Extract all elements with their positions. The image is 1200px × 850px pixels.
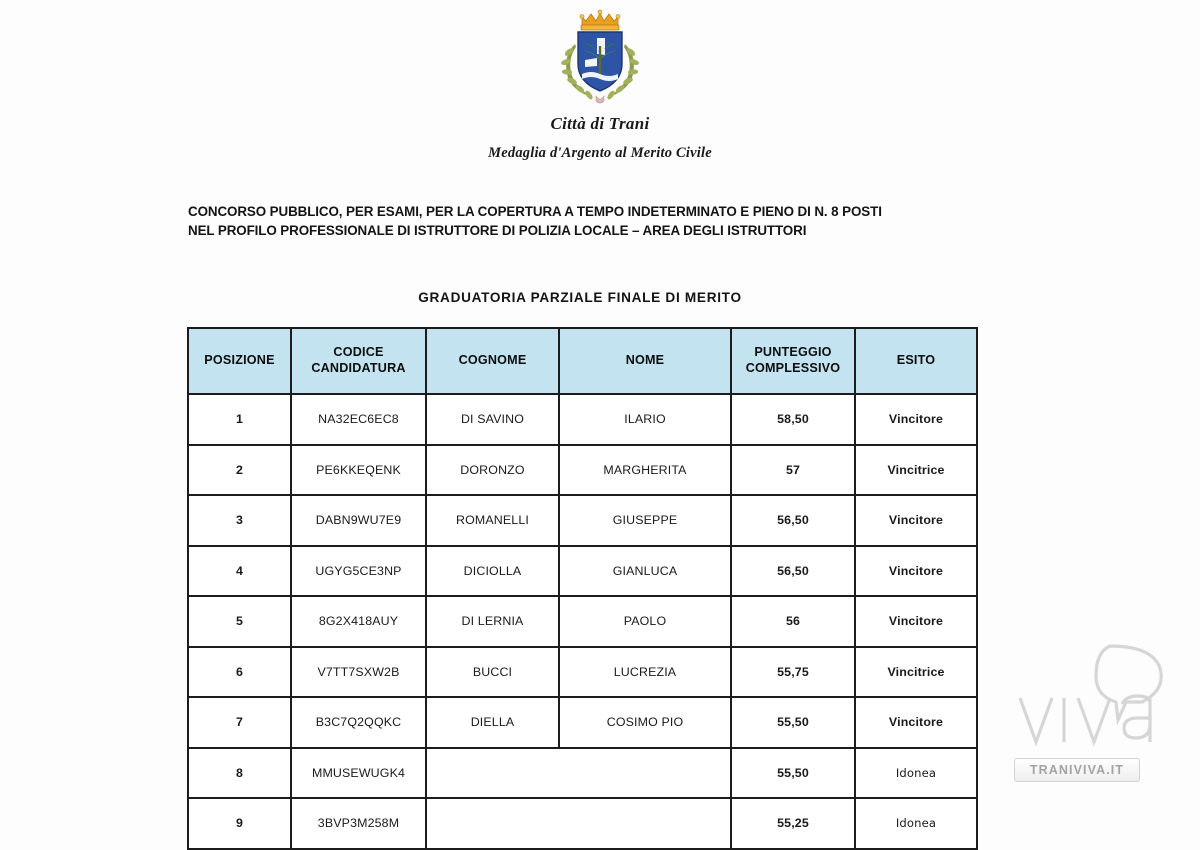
cell-name-redacted — [426, 748, 731, 799]
cell-posizione: 3 — [188, 495, 291, 546]
column-header-nome: NOME — [559, 328, 731, 394]
cell-codice-candidatura: 3BVP3M258M — [291, 798, 426, 849]
cell-posizione: 1 — [188, 394, 291, 445]
cell-punteggio-complessivo: 56 — [731, 596, 855, 647]
table-row — [188, 546, 977, 597]
notice-title-line-2: NEL PROFILO PROFESSIONALE DI ISTRUTTORE DI POLIZIA LOCALE – AREA DEGLI ISTRUTTORI — [188, 223, 807, 239]
table-header — [188, 328, 977, 394]
cell-posizione: 7 — [188, 697, 291, 748]
table-row — [188, 748, 977, 799]
column-header-codice-line-2: CANDIDATURA — [311, 361, 406, 375]
cell-esito: Vincitrice — [855, 445, 977, 496]
cell-esito: Vincitore — [855, 394, 977, 445]
column-header-punteggio-line-2: COMPLESSIVO — [745, 361, 841, 375]
table-body — [188, 394, 977, 849]
cell-codice-candidatura: NA32EC6EC8 — [291, 394, 426, 445]
cell-nome: GIANLUCA — [559, 546, 731, 597]
cell-codice-candidatura: B3C7Q2QQKC — [291, 697, 426, 748]
cell-esito: Vincitrice — [855, 647, 977, 698]
cell-punteggio-complessivo: 55,25 — [731, 798, 855, 849]
ranking-table — [187, 327, 978, 850]
city-motto: Medaglia d'Argento al Merito Civile — [488, 145, 712, 161]
letterhead — [0, 0, 1200, 162]
table-row — [188, 394, 977, 445]
notice-title-line-1: CONCORSO PUBBLICO, PER ESAMI, PER LA COPERTURA A TEMPO INDETERMINATO E PIENO DI N. 8 POSTI — [188, 204, 882, 219]
cell-punteggio-complessivo: 56,50 — [731, 546, 855, 597]
cell-posizione: 6 — [188, 647, 291, 698]
cell-posizione: 9 — [188, 798, 291, 849]
cell-codice-candidatura: PE6KKEQENK — [291, 445, 426, 496]
notice-title — [188, 202, 978, 241]
cell-cognome: DI LERNIA — [426, 596, 559, 647]
cell-cognome: DICIOLLA — [426, 546, 559, 597]
cell-codice-candidatura: UGYG5CE3NP — [291, 546, 426, 597]
column-header-cognome: COGNOME — [426, 328, 559, 394]
cell-punteggio-complessivo: 55,75 — [731, 647, 855, 698]
city-name: Città di Trani — [550, 114, 650, 133]
cell-esito: Vincitore — [855, 495, 977, 546]
column-header-punteggio-line-1: PUNTEGGIO — [754, 345, 832, 360]
table-row — [188, 596, 977, 647]
traniviva-watermark — [1000, 634, 1182, 792]
cell-codice-candidatura: DABN9WU7E9 — [291, 495, 426, 546]
cell-cognome: DIELLA — [426, 697, 559, 748]
cell-esito: Idonea — [855, 748, 977, 799]
table-header-row — [188, 328, 977, 394]
table-row — [188, 697, 977, 748]
column-header-codice-candidatura — [291, 328, 426, 394]
cell-nome: ILARIO — [559, 394, 731, 445]
cell-cognome: BUCCI — [426, 647, 559, 698]
column-header-punteggio-complessivo — [731, 328, 855, 394]
cell-punteggio-complessivo: 55,50 — [731, 697, 855, 748]
column-header-esito: ESITO — [855, 328, 977, 394]
cell-esito: Idonea — [855, 798, 977, 849]
cell-nome: COSIMO PIO — [559, 697, 731, 748]
cell-esito: Vincitore — [855, 697, 977, 748]
table-row — [188, 647, 977, 698]
cell-posizione: 4 — [188, 546, 291, 597]
cell-punteggio-complessivo: 57 — [731, 445, 855, 496]
table-row — [188, 445, 977, 496]
cell-nome: GIUSEPPE — [559, 495, 731, 546]
cell-nome: PAOLO — [559, 596, 731, 647]
cell-cognome: ROMANELLI — [426, 495, 559, 546]
cell-punteggio-complessivo: 58,50 — [731, 394, 855, 445]
watermark-label: TRANIVIVA.IT — [1014, 758, 1140, 782]
page-subtitle: GRADUATORIA PARZIALE FINALE DI MERITO — [418, 290, 742, 305]
cell-punteggio-complessivo: 56,50 — [731, 495, 855, 546]
cell-posizione: 5 — [188, 596, 291, 647]
cell-codice-candidatura: V7TT7SXW2B — [291, 647, 426, 698]
column-header-posizione: POSIZIONE — [188, 328, 291, 394]
cell-name-redacted — [426, 798, 731, 849]
cell-cognome: DORONZO — [426, 445, 559, 496]
column-header-codice-line-1: CODICE — [333, 345, 384, 360]
cell-nome: LUCREZIA — [559, 647, 731, 698]
cell-codice-candidatura: 8G2X418AUY — [291, 596, 426, 647]
cell-cognome: DI SAVINO — [426, 394, 559, 445]
cell-esito: Vincitore — [855, 596, 977, 647]
cell-esito: Vincitore — [855, 546, 977, 597]
trani-coat-of-arms-icon — [552, 8, 648, 106]
cell-posizione: 2 — [188, 445, 291, 496]
cell-posizione: 8 — [188, 748, 291, 799]
cell-codice-candidatura: MMUSEWUGK4 — [291, 748, 426, 799]
table-row — [188, 798, 977, 849]
cell-nome: MARGHERITA — [559, 445, 731, 496]
cell-punteggio-complessivo: 55,50 — [731, 748, 855, 799]
table-row — [188, 495, 977, 546]
